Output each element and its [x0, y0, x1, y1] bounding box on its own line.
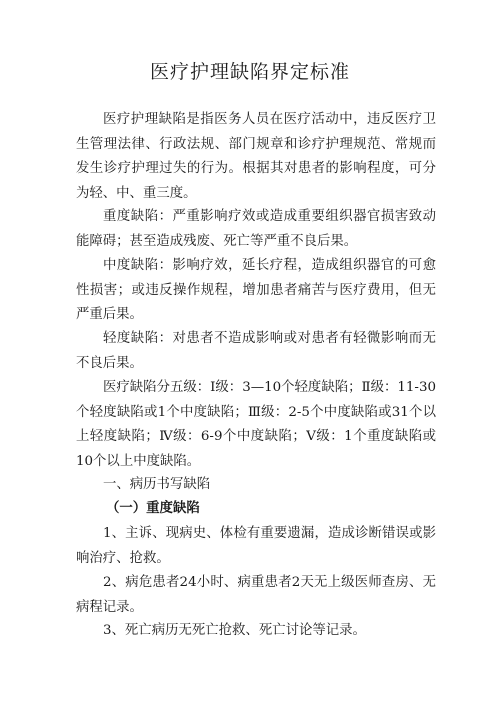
- moderate-defect-paragraph: 中度缺陷：影响疗效，延长疗程，造成组织器官的可愈性损害；或违反操作规程，增加患者痛苦与医疗费用，但无严重后果。: [76, 258, 436, 322]
- severe-defect-paragraph: 重度缺陷：严重影响疗效或造成重要组织器官损害致动能障碍；甚至造成残废、死亡等严重不良后果。: [76, 209, 436, 249]
- document-title: 医疗护理缺陷界定标准: [149, 61, 350, 83]
- subsection-heading-severe: （一）重度缺陷: [106, 501, 200, 516]
- section-heading-medical-records: 一、病历书写缺陷: [103, 477, 211, 492]
- defect-grades-paragraph: 医疗缺陷分五级：Ⅰ级：3—10个轻度缺陷；Ⅱ级：11-30个轻度缺陷或1个中度缺陷；Ⅲ级：2-5个中度缺陷或31个以上轻度缺陷；Ⅳ级：6-9个中度缺陷；Ⅴ级：1个重度缺陷或10个以上中度缺陷。: [76, 380, 436, 469]
- list-item: 3、死亡病历无死亡抢救、死亡讨论等记录。: [103, 623, 366, 638]
- list-item: 2、病危患者24小时、病重患者2天无上级医师查房、无病程记录。: [76, 575, 436, 615]
- mild-defect-paragraph: 轻度缺陷：对患者不造成影响或对患者有轻微影响而无不良后果。: [76, 331, 436, 371]
- list-item: 1、主诉、现病史、体检有重要遗漏，造成诊断错误或影响治疗、抢救。: [76, 526, 436, 566]
- intro-paragraph: 医疗护理缺陷是指医务人员在医疗活动中，违反医疗卫生管理法律、行政法规、部门规章和诊疗护理规范、常规而发生诊疗护理过失的行为。根据其对患者的影响程度，可分为轻、中、重三度。: [76, 112, 436, 201]
